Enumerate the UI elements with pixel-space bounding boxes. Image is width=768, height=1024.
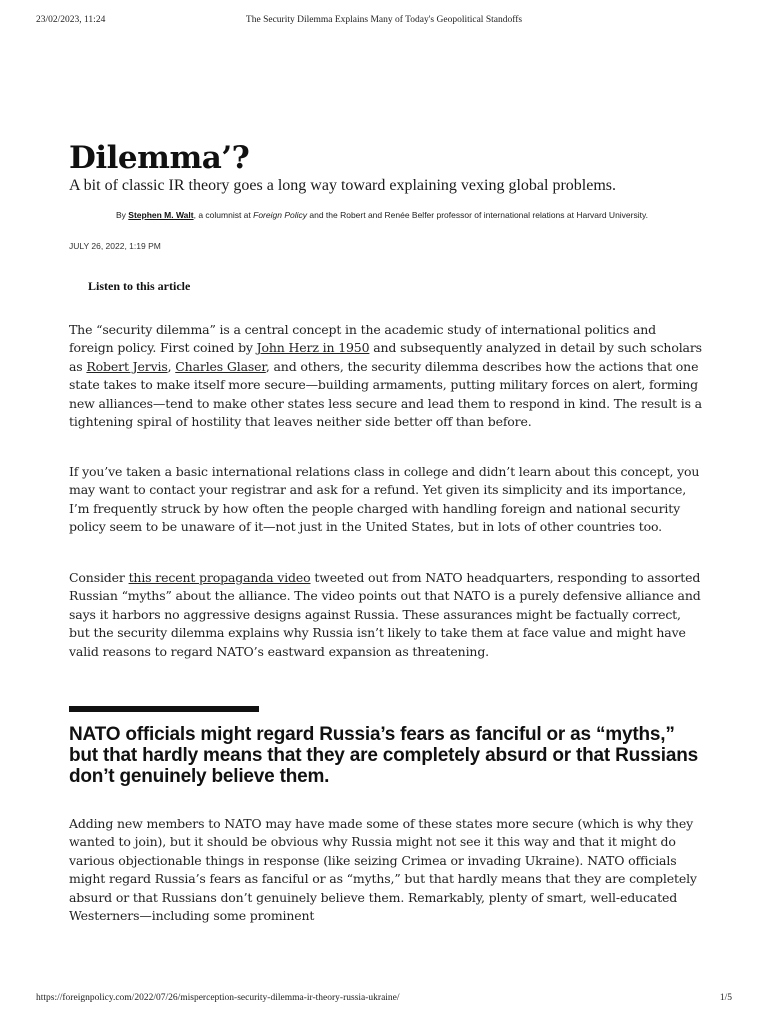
page-number: 1/5 [719,993,732,1003]
print-header [0,15,768,31]
byline [116,210,736,220]
pull-quote-rule [69,706,259,712]
article-dek: A bit of classic IR theory goes a long way toward explaining vexing global problems. [69,177,616,194]
publish-timestamp: JULY 26, 2022, 1:19 PM [69,241,161,251]
article-paragraph [69,569,703,661]
author-link[interactable]: Stephen M. Walt [128,210,194,220]
paragraph-text: , and others, the security dilemma describes how the actions that one state takes to make itself more secure—building armaments, putting military forces on alert, forming new alliances—tend to make other states less secure and lead them to respond in kind. The result is a tightening spiral of hostility that leaves neither side better off than before. [69,358,702,430]
paragraph-text: Consider [69,570,129,585]
paragraph-text: , [167,358,176,374]
paragraph-text: and subsequently analyzed in detail by such scholars as [69,340,702,374]
article-paragraph: Adding new members to NATO may have made some of these states more secure (which is why they wanted to join), but it should be obvious why Russia might not see it this way and that it might do various objectionable things in response (like seizing Crimea or invading Ukraine). NATO officials might regard Russia’s fears as fanciful or as “myths,” but that hardly means that they are completely absurd or that Russians don’t genuinely believe them. Remarkably, plenty of smart, well-educated Westerners—including some prominent [69,816,697,924]
byline-prefix: By [116,210,129,220]
byline-suffix: and the Robert and Renée Belfer professor of international relations at Harvard University. [307,210,648,220]
herz-link[interactable]: John Herz in 1950 [256,340,370,356]
article-headline: Dilemma’? [69,140,250,176]
article-paragraph [69,321,703,431]
byline-middle: , a columnist at [193,210,254,220]
jervis-link[interactable]: Robert Jervis [86,358,168,374]
glaser-link[interactable]: Charles Glaser [175,358,266,374]
paragraph-text: tweeted out from NATO headquarters, responding to assorted Russian “myths” about the alliance. The video points out that NATO is a purely defensive alliance and says it harbors no aggressive designs against Russia. These assurances might be factually correct, but the security dilemma explains why Russia isn’t likely to take them at face value and might have valid reasons to regard NATO’s eastward expansion as threatening. [69,570,701,659]
pull-quote: NATO officials might regard Russia’s fears as fanciful or as “myths,” but that hardly means that they are completely absurd or that Russians don’t genuinely believe them. [69,724,698,787]
article-paragraph: If you’ve taken a basic international relations class in college and didn’t learn about this concept, you may want to contact your registrar and ask for a refund. Yet given its simplicity and its importance, I’m frequently struck by how often the people charged with handling foreign and national security policy seem to be unaware of it—not just in the United States, but in lots of other countries too. [69,464,700,535]
print-datetime: 23/02/2023, 11:24 [36,15,106,25]
print-url: https://foreignpolicy.com/2022/07/26/misperception-security-dilemma-ir-theory-russia-ukraine/ [36,993,400,1003]
print-document-title: The Security Dilemma Explains Many of Today's Geopolitical Standoffs [245,15,523,25]
publication-name: Foreign Policy [253,210,307,220]
listen-to-article-button[interactable]: Listen to this article [88,279,191,293]
propaganda-video-link[interactable]: this recent propaganda video [128,570,311,585]
paragraph-text: The “security dilemma” is a central concept in the academic study of international politics and foreign policy. First coined by [69,322,657,356]
